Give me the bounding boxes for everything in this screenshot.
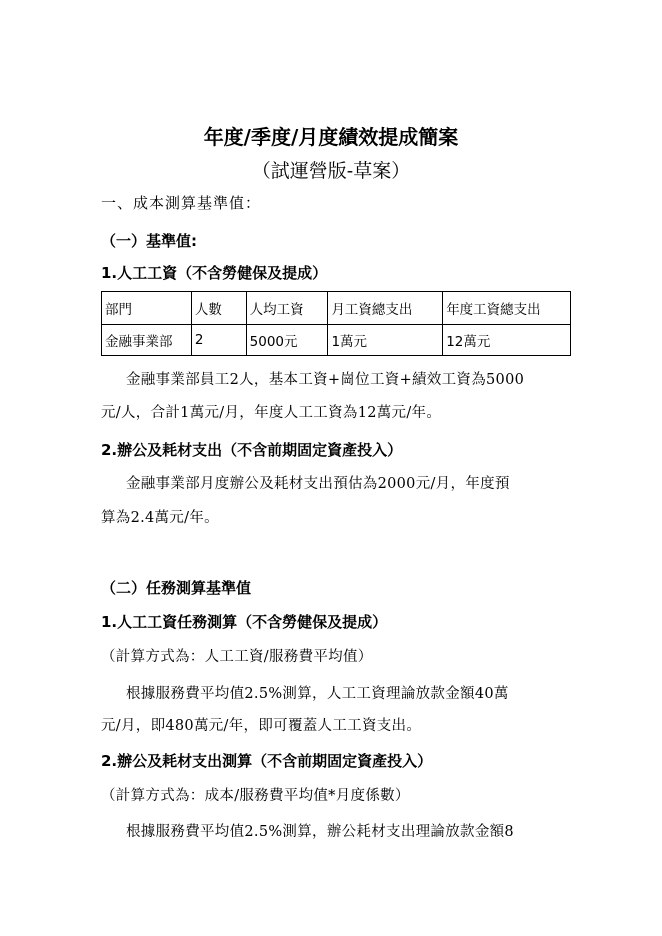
table-cell: 5000元 [246,325,328,356]
table-header-cell: 年度工資總支出 [443,292,571,325]
table-header-cell: 部門 [102,292,192,325]
table-header-cell: 月工資總支出 [328,292,443,325]
calculation-note: （計算方式為：人工工資/服務費平均值） [101,649,373,665]
subsection-heading-baseline: （一）基準值: [101,232,197,250]
paragraph-line: 根據服務費平均值2.5%測算，人工工資理論放款金額40萬 [126,686,509,702]
document-title: 年度/季度/月度績效提成簡案 [203,125,459,149]
section-heading-1: 一、成本測算基準值： [101,194,262,212]
item-heading-labor-cost: 1.人工工資（不含勞健保及提成） [101,264,328,282]
table-header-cell: 人均工資 [246,292,328,325]
paragraph-line: 金融事業部月度辦公及耗材支出預估為2000元/月，年度預 [126,476,510,492]
paragraph-line: 根據服務費平均值2.5%測算，辦公耗材支出理論放款金額8 [126,824,514,840]
table-header-row [102,292,571,325]
paragraph-line: 算為2.4萬元/年。 [101,510,219,526]
item-heading-labor-task: 1.人工工資任務測算（不含勞健保及提成） [101,613,388,631]
labor-cost-table [101,291,571,356]
item-heading-office-task: 2.辦公及耗材支出測算（不含前期固定資產投入） [101,752,433,770]
document-subtitle: （試運營版-草案） [251,160,411,182]
table-cell: 2 [191,325,246,356]
table-cell: 金融事業部 [102,325,192,356]
paragraph-line: 金融事業部員工2人，基本工資+崗位工資+績效工資為5000 [126,372,525,388]
table-cell: 1萬元 [328,325,443,356]
table-cell: 12萬元 [443,325,571,356]
calculation-note: （計算方式為：成本/服務費平均值*月度係數） [101,788,410,804]
table-header-cell: 人數 [191,292,246,325]
table-row [102,325,571,356]
paragraph-line: 元/人，合計1萬元/月，年度人工工資為12萬元/年。 [101,405,442,421]
subsection-heading-task: （二）任務測算基準值 [101,579,252,597]
item-heading-office-cost: 2.辦公及耗材支出（不含前期固定資產投入） [101,441,403,459]
paragraph-line: 元/月，即480萬元/年，即可覆蓋人工工資支出。 [101,718,422,734]
